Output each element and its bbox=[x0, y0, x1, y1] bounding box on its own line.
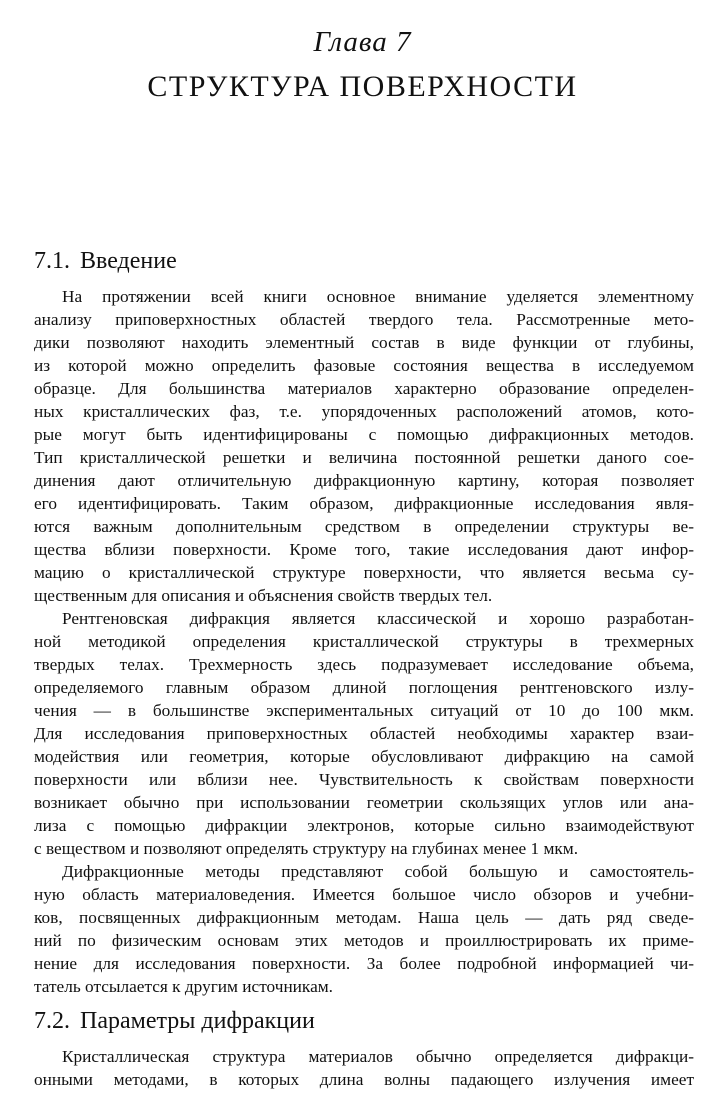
paragraph-line: определяемого главным образом длиной поглощения рентгеновского излу- bbox=[34, 678, 694, 697]
paragraph-line: рые могут быть идентифицированы с помощью дифракционных методов. bbox=[34, 425, 694, 444]
paragraph-line: чения — в большинстве экспериментальных ситуаций от 10 до 100 мкм. bbox=[34, 701, 694, 720]
paragraph-line: поверхности или вблизи нее. Чувствительность к свойствам поверхности bbox=[34, 770, 694, 789]
paragraph-line: динения дают отличительную дифракционную картину, которая позволяет bbox=[34, 471, 694, 490]
section-title: Параметры дифракции bbox=[80, 1008, 315, 1034]
paragraph-line: ются важным дополнительным средством в определении структуры ве- bbox=[34, 517, 694, 536]
paragraph-line: Для исследования приповерхностных областей необходимы характер взаи- bbox=[34, 724, 694, 743]
section-heading-diffraction-parameters bbox=[34, 1008, 315, 1035]
paragraph-line: щества вблизи поверхности. Кроме того, такие исследования дают инфор- bbox=[34, 540, 694, 559]
paragraph-line: твердых телах. Трехмерность здесь подразумевает исследование объема, bbox=[34, 655, 694, 674]
paragraph-line: Дифракционные методы представляют собой большую и самостоятель- bbox=[62, 862, 694, 881]
paragraph-line: модействия или геометрия, которые обусловливают дифракцию на самой bbox=[34, 747, 694, 766]
section-title: Введение bbox=[80, 248, 177, 274]
paragraph-line: Тип кристаллической решетки и величина постоянной решетки даного сое- bbox=[34, 448, 694, 467]
chapter-label: Глава 7 bbox=[313, 26, 412, 58]
paragraph-line: ную область материаловедения. Имеется большое число обзоров и учебни- bbox=[34, 885, 694, 904]
section-number: 7.1. bbox=[34, 248, 70, 274]
paragraph-line: На протяжении всей книги основное внимание уделяется элементному bbox=[62, 287, 694, 306]
paragraph-line: щественным для описания и объяснения свойств твердых тел. bbox=[34, 586, 493, 605]
paragraph-line: лиза с помощью дифракции электронов, которые сильно взаимодействуют bbox=[34, 816, 694, 835]
paragraph-line: ных кристаллических фаз, т.е. упорядоченных расположений атомов, кото- bbox=[34, 402, 694, 421]
paragraph-line: возникает обычно при использовании геометрии скользящих углов или ана- bbox=[34, 793, 694, 812]
paragraph-line: анализу приповерхностных областей твердого тела. Рассмотренные мето- bbox=[34, 310, 694, 329]
chapter-title: СТРУКТУРА ПОВЕРХНОСТИ bbox=[147, 70, 578, 103]
paragraph-line: с веществом и позволяют определять структуру на глубинах менее 1 мкм. bbox=[34, 839, 579, 858]
paragraph-line: нение для исследования поверхности. За более подробной информацией чи- bbox=[34, 954, 694, 973]
section-heading-introduction bbox=[34, 248, 177, 275]
paragraph-line: образце. Для большинства материалов характерно образование определен- bbox=[34, 379, 694, 398]
paragraph-line: Рентгеновская дифракция является классической и хорошо разработан- bbox=[62, 609, 694, 628]
paragraph-line: его идентифицировать. Таким образом, дифракционные исследования явля- bbox=[34, 494, 694, 513]
paragraph-line: татель отсылается к другим источникам. bbox=[34, 977, 333, 996]
paragraph-line: дики позволяют находить элементный состав в виде функции от глубины, bbox=[34, 333, 694, 352]
paragraph-line: онными методами, в которых длина волны падающего излучения имеет bbox=[34, 1070, 694, 1089]
section-number: 7.2. bbox=[34, 1008, 70, 1034]
paragraph-line: ний по физическим основам этих методов и проиллюстрировать их приме- bbox=[34, 931, 694, 950]
paragraph-line: ной методикой определения кристаллической структуры в трехмерных bbox=[34, 632, 694, 651]
paragraph-line: из которой можно определить фазовые состояния вещества в исследуемом bbox=[34, 356, 694, 375]
paragraph-line: Кристаллическая структура материалов обычно определяется дифракци- bbox=[62, 1047, 694, 1066]
paragraph-line: мацию о кристаллической структуре поверхности, что является весьма су- bbox=[34, 563, 694, 582]
paragraph-line: ков, посвященных дифракционным методам. Наша цель — дать ряд сведе- bbox=[34, 908, 694, 927]
